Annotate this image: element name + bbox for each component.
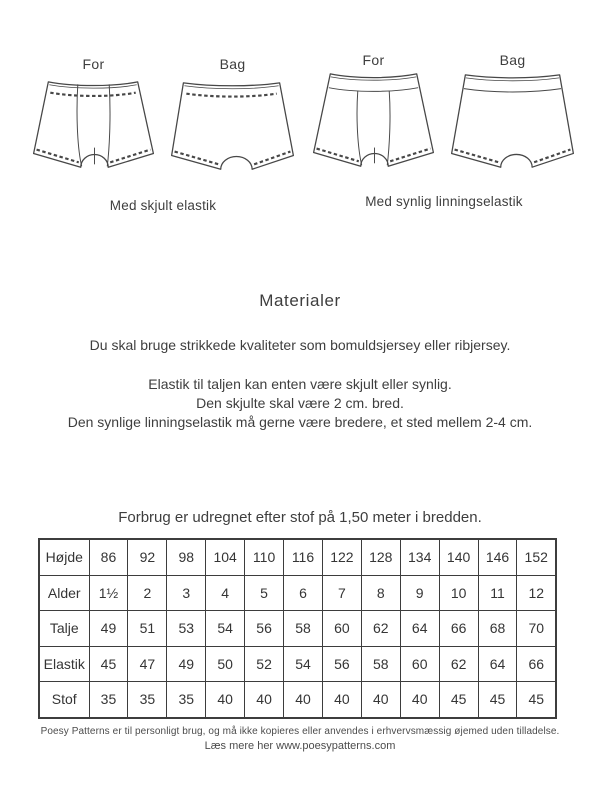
visible-elastic-caption: Med synlig linningselastik (365, 194, 523, 209)
table-cell: 35 (128, 682, 167, 718)
table-cell: 64 (400, 611, 439, 647)
table-cell: 60 (322, 611, 361, 647)
table-cell: 40 (245, 682, 284, 718)
table-cell: 35 (89, 682, 128, 718)
table-cell: 128 (361, 539, 400, 575)
table-cell: 58 (284, 611, 323, 647)
figure-front-hidden (26, 56, 161, 182)
table-cell: 45 (89, 646, 128, 682)
table-cell: 140 (439, 539, 478, 575)
table-cell: 10 (439, 575, 478, 611)
table-cell: 45 (439, 682, 478, 718)
table-cell: 52 (245, 646, 284, 682)
row-label: Alder (39, 575, 89, 611)
table-row (39, 611, 556, 647)
table-cell: 4 (206, 575, 245, 611)
table-cell: 98 (167, 539, 206, 575)
table-cell: 3 (167, 575, 206, 611)
table-cell: 8 (361, 575, 400, 611)
table-cell: 1½ (89, 575, 128, 611)
size-table-wrap (38, 538, 557, 719)
size-table-body (39, 539, 556, 718)
table-cell: 40 (400, 682, 439, 718)
table-cell: 68 (478, 611, 517, 647)
table-cell: 6 (284, 575, 323, 611)
table-cell: 53 (167, 611, 206, 647)
table-cell: 47 (128, 646, 167, 682)
elastic-line-2: Den skjulte skal være 2 cm. bred. (196, 395, 404, 411)
table-cell: 110 (245, 539, 284, 575)
table-row (39, 539, 556, 575)
visible-elastic-diagram-group (306, 52, 582, 209)
figure-front-visible (306, 52, 441, 178)
table-cell: 9 (400, 575, 439, 611)
back-label: Bag (499, 52, 526, 68)
front-label: For (362, 52, 385, 68)
website-note: Læs mere her www.poesypatterns.com (204, 740, 396, 752)
fabric-consumption-note: Forbrug er udregnet efter stof på 1,50 meter i bredden. (118, 509, 482, 526)
table-cell: 2 (128, 575, 167, 611)
elastic-line-3: Den synlige linningselastik må gerne være bredere, et sted mellem 2-4 cm. (67, 414, 533, 430)
table-cell: 86 (89, 539, 128, 575)
hidden-elastic-caption: Med skjult elastik (109, 198, 217, 213)
table-row (39, 682, 556, 718)
table-cell: 58 (361, 646, 400, 682)
table-cell: 45 (517, 682, 556, 718)
table-cell: 11 (478, 575, 517, 611)
boxer-back-visible-elastic-drawing (445, 70, 580, 178)
materials-heading: Materialer (259, 291, 341, 310)
boxer-front-visible-elastic-drawing (306, 70, 441, 178)
table-cell: 45 (478, 682, 517, 718)
table-cell: 35 (167, 682, 206, 718)
table-cell: 54 (284, 646, 323, 682)
table-cell: 40 (361, 682, 400, 718)
figure-back-hidden (165, 56, 300, 182)
table-cell: 60 (400, 646, 439, 682)
boxer-front-hidden-elastic-drawing (26, 74, 161, 182)
table-cell: 49 (89, 611, 128, 647)
row-label: Højde (39, 539, 89, 575)
table-cell: 66 (439, 611, 478, 647)
table-cell: 40 (206, 682, 245, 718)
table-cell: 51 (128, 611, 167, 647)
elastic-paragraph (0, 375, 600, 432)
table-cell: 5 (245, 575, 284, 611)
table-cell: 122 (322, 539, 361, 575)
table-cell: 62 (439, 646, 478, 682)
table-row (39, 646, 556, 682)
table-cell: 70 (517, 611, 556, 647)
table-cell: 134 (400, 539, 439, 575)
table-cell: 56 (245, 611, 284, 647)
boxer-back-hidden-elastic-drawing (165, 74, 300, 182)
table-cell: 92 (128, 539, 167, 575)
front-label: For (82, 56, 105, 72)
table-row (39, 575, 556, 611)
table-cell: 152 (517, 539, 556, 575)
elastic-line-1: Elastik til taljen kan enten være skjult eller synlig. (148, 376, 452, 392)
table-cell: 62 (361, 611, 400, 647)
figure-back-visible (445, 52, 580, 178)
row-label: Elastik (39, 646, 89, 682)
table-cell: 64 (478, 646, 517, 682)
table-cell: 104 (206, 539, 245, 575)
back-label: Bag (219, 56, 246, 72)
table-cell: 50 (206, 646, 245, 682)
hidden-elastic-diagram-group (26, 56, 300, 213)
materials-paragraph: Du skal bruge strikkede kvaliteter som bomuldsjersey eller ribjersey. (89, 337, 511, 353)
table-cell: 49 (167, 646, 206, 682)
table-cell: 54 (206, 611, 245, 647)
table-cell: 56 (322, 646, 361, 682)
table-cell: 12 (517, 575, 556, 611)
table-cell: 40 (322, 682, 361, 718)
copyright-notice: Poesy Patterns er til personligt brug, og må ikke kopieres eller anvendes i erhvervsmæssig øjemed uden tilladelse. (40, 726, 560, 737)
size-table (38, 538, 557, 719)
footer (0, 726, 600, 752)
table-cell: 116 (284, 539, 323, 575)
table-cell: 7 (322, 575, 361, 611)
row-label: Talje (39, 611, 89, 647)
row-label: Stof (39, 682, 89, 718)
table-cell: 66 (517, 646, 556, 682)
table-cell: 40 (284, 682, 323, 718)
table-cell: 146 (478, 539, 517, 575)
